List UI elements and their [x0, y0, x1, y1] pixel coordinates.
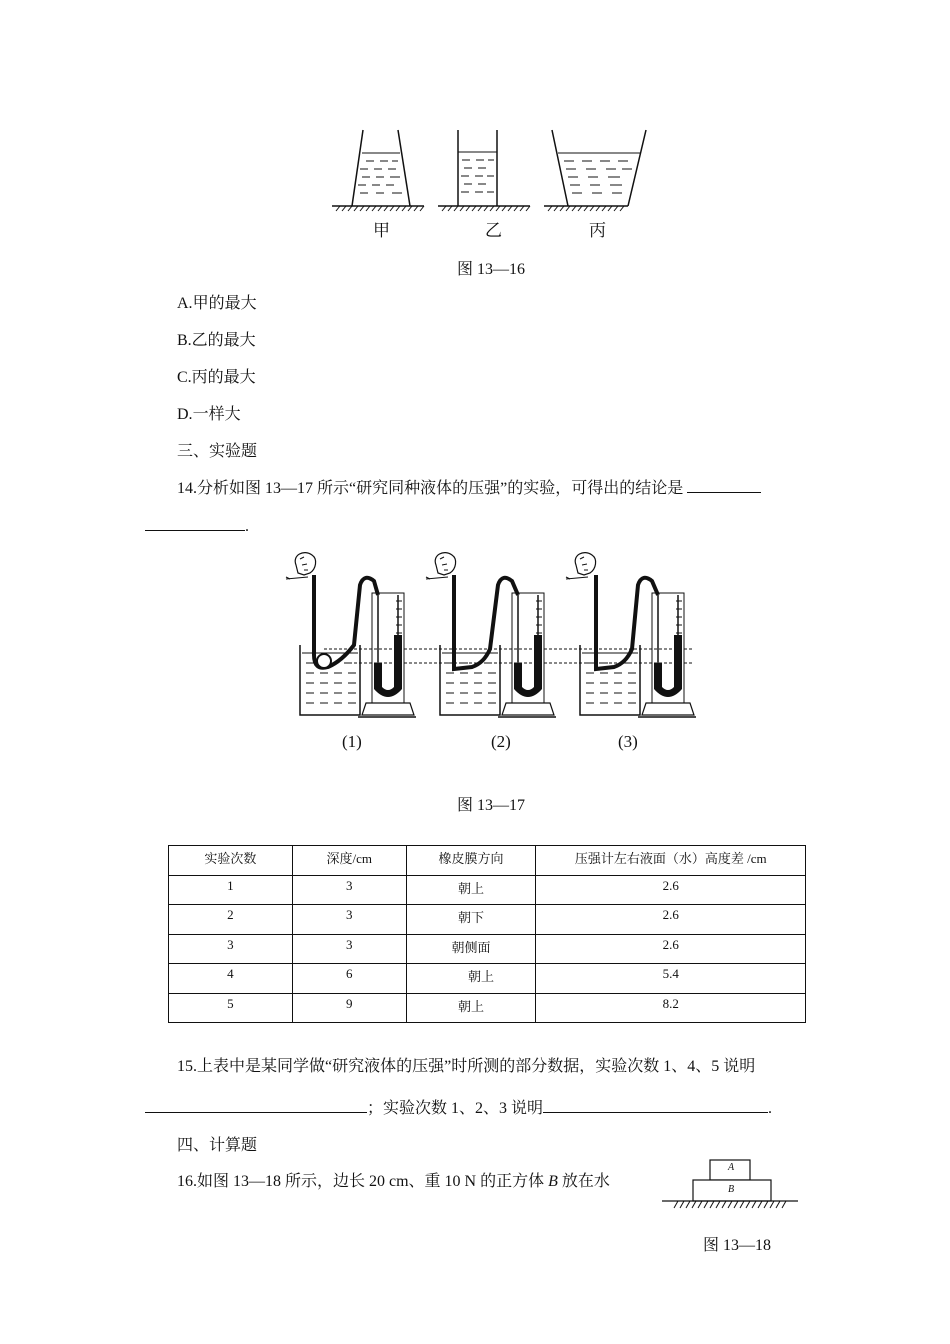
table-row [169, 875, 806, 905]
table-cell: 1 [169, 875, 293, 905]
table-header: 深度/cm [292, 846, 406, 876]
figure-13-16-caption: 图 13—16 [457, 261, 526, 278]
table-row [169, 934, 806, 964]
figure-13-17-caption: 图 13—17 [457, 797, 526, 814]
block-b-label: B [728, 1184, 735, 1195]
answer-blank-15b[interactable] [543, 1098, 768, 1113]
table-cell: 2 [169, 905, 293, 935]
data-table [168, 845, 806, 1023]
table-cell: 朝侧面 [406, 934, 536, 964]
table-cell: 8.2 [536, 993, 806, 1023]
option-c: C.丙的最大 [177, 369, 256, 386]
container-label-yi: 乙 [485, 221, 502, 241]
answer-blank-15a[interactable] [145, 1098, 367, 1113]
section-heading-experiment: 三、实验题 [177, 443, 258, 460]
table-cell: 4 [169, 964, 293, 994]
section-heading-calculation: 四、计算题 [177, 1137, 258, 1154]
answer-blank-14b[interactable] [145, 516, 245, 531]
container-yi [458, 130, 497, 206]
table-cell: 5 [169, 993, 293, 1023]
table-cell: 朝上 [406, 993, 536, 1023]
table-header: 橡皮膜方向 [406, 846, 536, 876]
question-15: 15.上表中是某同学做“研究液体的压强”时所测的部分数据，实验次数 1、4、5 说明 [177, 1058, 756, 1075]
table-row [169, 993, 806, 1023]
table-cell: 2.6 [536, 905, 806, 935]
question-15-cont: ；实验次数 1、2、3 说明 . [145, 1095, 772, 1118]
option-a: A.甲的最大 [177, 295, 257, 312]
table-cell: 朝上 [406, 964, 536, 994]
table-cell: 5.4 [536, 964, 806, 994]
figure-13-17 [284, 545, 704, 725]
container-label-jia: 甲 [373, 221, 390, 241]
table-row [169, 964, 806, 994]
table-cell: 9 [292, 993, 406, 1023]
option-d: D.一样大 [177, 406, 241, 423]
figure-13-17-label-1: (1) [342, 732, 362, 751]
table-header: 压强计左右液面（水）高度差 /cm [536, 846, 806, 876]
table-cell: 2.6 [536, 934, 806, 964]
table-cell: 6 [292, 964, 406, 994]
container-label-bing: 丙 [589, 221, 606, 241]
table-cell: 3 [292, 934, 406, 964]
table-cell: 2.6 [536, 875, 806, 905]
container-jia [352, 130, 410, 206]
table-cell: 朝下 [406, 905, 536, 935]
table-cell: 朝上 [406, 875, 536, 905]
figure-13-18-caption: 图 13—18 [703, 1237, 772, 1254]
table-header-row [169, 846, 806, 876]
table-cell: 3 [292, 905, 406, 935]
table-row [169, 905, 806, 935]
answer-blank-14a[interactable] [687, 478, 761, 493]
question-14: 14.分析如图 13—17 所示“研究同种液体的压强”的实验，可得出的结论是 [177, 475, 761, 498]
option-b: B.乙的最大 [177, 332, 256, 349]
question-16: 16.如图 13—18 所示，边长 20 cm、重 10 N 的正方体 B 放在水 [177, 1173, 610, 1190]
container-bing [552, 130, 646, 206]
figure-13-17-label-3: (3) [618, 732, 638, 751]
table-cell: 3 [292, 875, 406, 905]
figure-13-17-label-2: (2) [491, 732, 511, 751]
table-cell: 3 [169, 934, 293, 964]
table-header: 实验次数 [169, 846, 293, 876]
block-a-label: A [728, 1162, 735, 1173]
question-14-cont: . [145, 516, 249, 536]
